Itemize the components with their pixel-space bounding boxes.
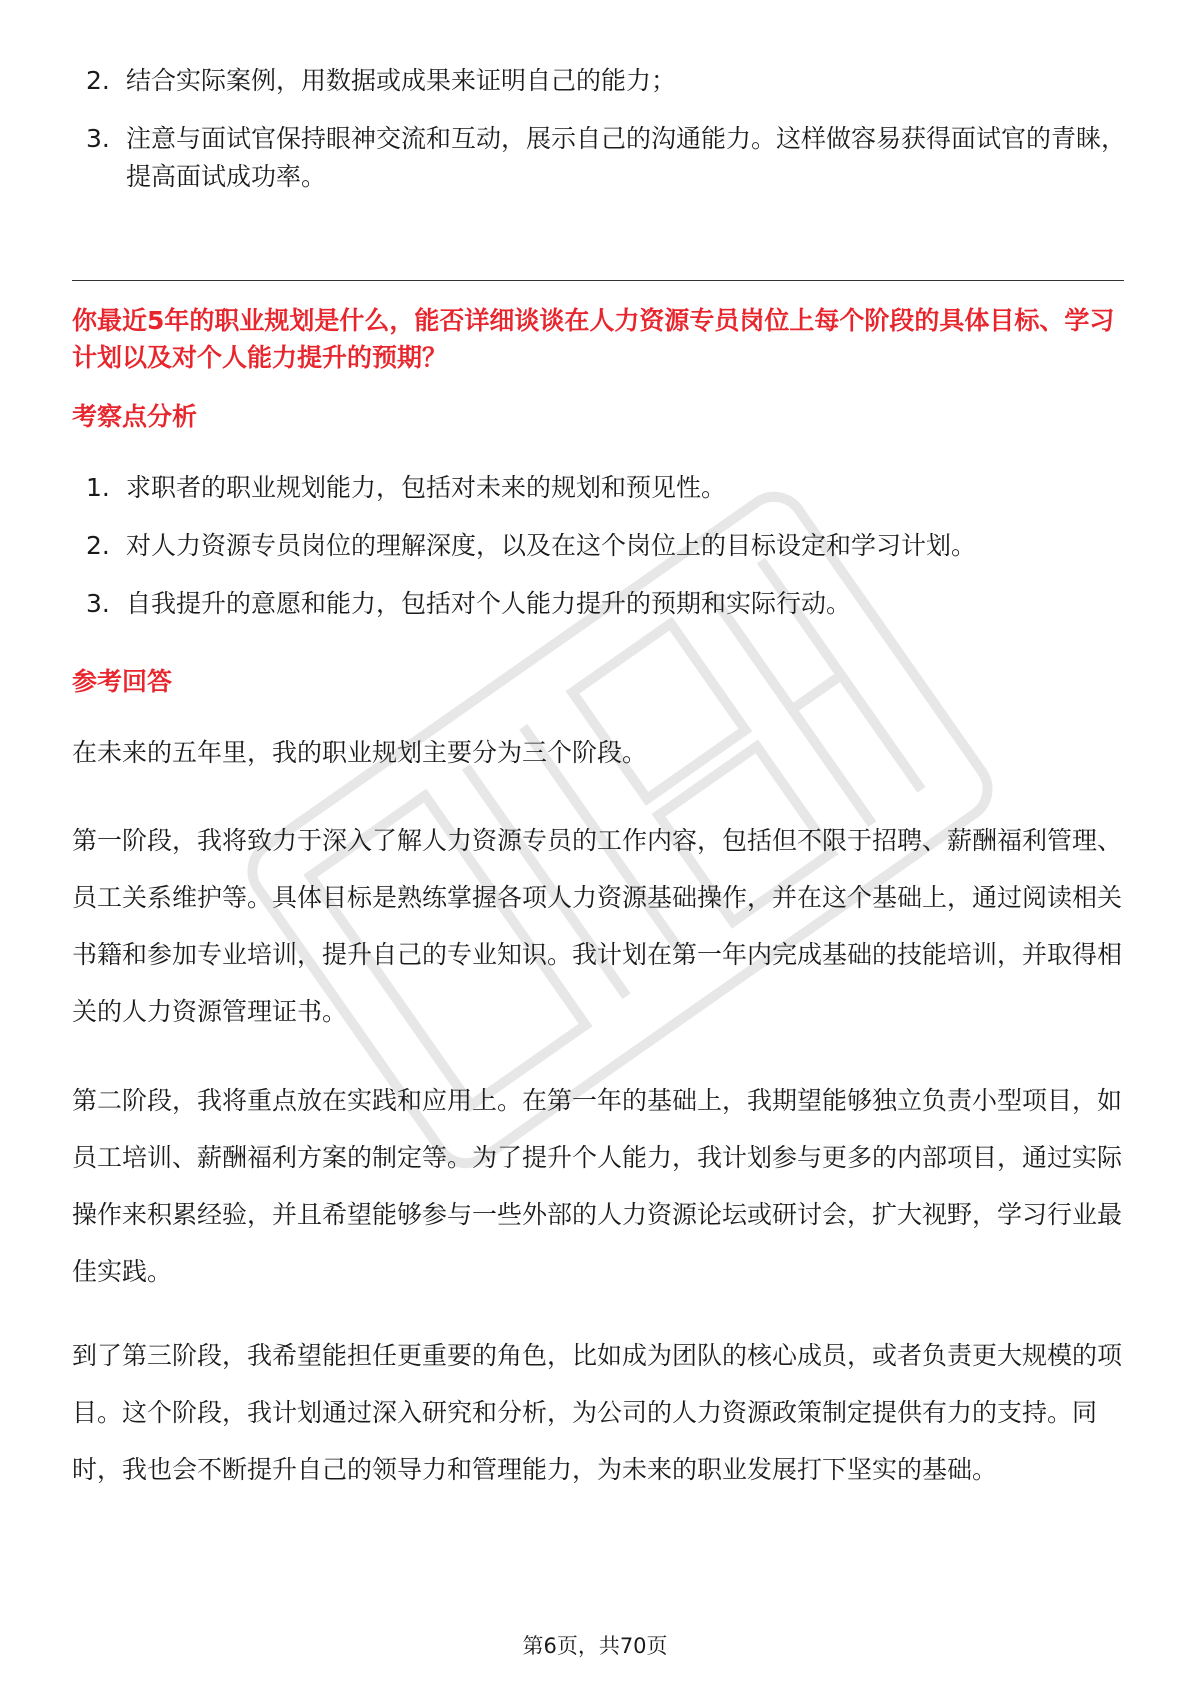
answer-paragraph: 在未来的五年里，我的职业规划主要分为三个阶段。 [72, 738, 648, 767]
list-item [86, 527, 1126, 565]
tips-list [86, 62, 1126, 196]
analysis-title: 考察点分析 [72, 402, 198, 431]
answer-paragraph: 第一阶段，我将致力于深入了解人力资源专员的工作内容，包括但不限于招聘、薪酬福利管理、员工关系维护等。具体目标是熟练掌握各项人力资源基础操作，并在这个基础上，通过阅读相关书籍和参加专业培训，提升自己的专业知识。我计划在第一年内完成基础的技能培训，并取得相关的人力资源管理证书。 [72, 826, 1123, 1026]
list-number: 2. [86, 531, 110, 560]
list-item [86, 120, 1126, 196]
interview-question: 你最近5年的职业规划是什么，能否详细谈谈在人力资源专员岗位上每个阶段的具体目标、学习计划以及对个人能力提升的预期？ [72, 306, 1115, 372]
list-text: 求职者的职业规划能力，包括对未来的规划和预见性。 [126, 473, 727, 502]
answer-paragraph: 到了第三阶段，我希望能担任更重要的角色，比如成为团队的核心成员，或者负责更大规模的项目。这个阶段，我计划通过深入研究和分析，为公司的人力资源政策制定提供有力的支持。同时，我也会不断提升自己的领导力和管理能力，为未来的职业发展打下坚实的基础。 [72, 1341, 1123, 1484]
list-number: 1. [86, 473, 110, 502]
answer-title: 参考回答 [72, 667, 173, 696]
list-number: 3. [86, 124, 110, 153]
answer-paragraph: 第二阶段，我将重点放在实践和应用上。在第一年的基础上，我期望能够独立负责小型项目，如员工培训、薪酬福利方案的制定等。为了提升个人能力，我计划参与更多的内部项目，通过实际操作来积累经验，并且希望能够参与一些外部的人力资源论坛或研讨会，扩大视野，学习行业最佳实践。 [72, 1086, 1123, 1286]
list-item [86, 62, 1126, 100]
list-text: 对人力资源专员岗位的理解深度，以及在这个岗位上的目标设定和学习计划。 [126, 531, 977, 560]
list-text: 注意与面试官保持眼神交流和互动，展示自己的沟通能力。这样做容易获得面试官的青睐，提高面试成功率。 [126, 124, 1127, 191]
list-number: 2. [86, 66, 110, 95]
analysis-list [86, 469, 1126, 623]
list-text: 结合实际案例，用数据或成果来证明自己的能力； [126, 66, 677, 95]
list-item [86, 469, 1126, 507]
list-text: 自我提升的意愿和能力，包括对个人能力提升的预期和实际行动。 [126, 589, 852, 618]
page-number: 第6页，共70页 [522, 1634, 668, 1658]
section-divider [72, 280, 1124, 281]
list-item [86, 585, 1126, 623]
list-number: 3. [86, 589, 110, 618]
